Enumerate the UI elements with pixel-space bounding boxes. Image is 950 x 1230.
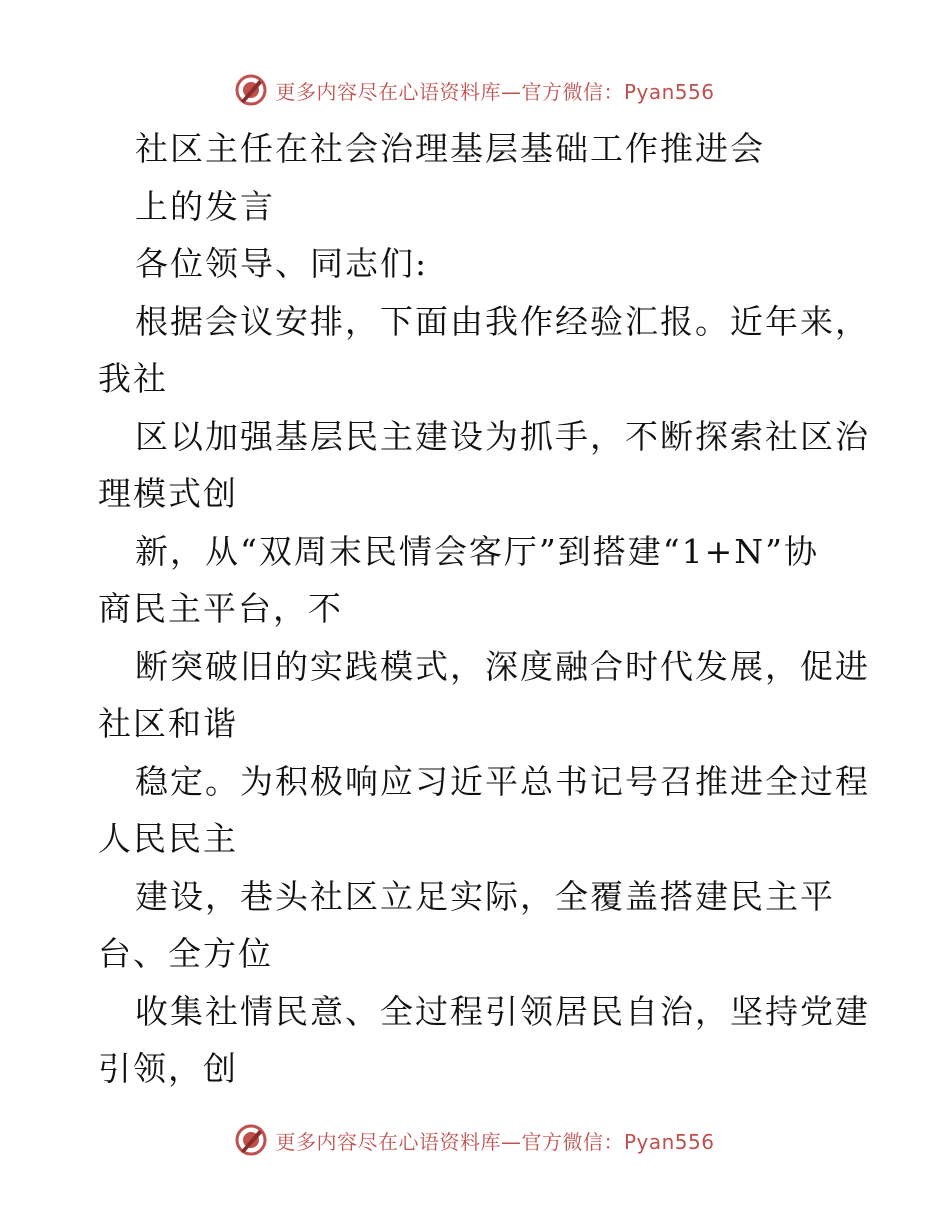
document-text-line: 新，从“双周末民情会客厅”到搭建“1+N”协 [135, 531, 820, 571]
document-text-line: 稳定。为积极响应习近平总书记号召推进全过程 [135, 761, 870, 801]
document-text-line: 人民民主 [98, 819, 238, 858]
document-text-line: 商民主平台，不 [98, 589, 343, 628]
document-text-line: 理模式创 [98, 474, 238, 513]
document-text-line: 各位领导、同志们: [135, 244, 429, 283]
document-text-line: 上的发言 [135, 186, 275, 226]
document-text-line: 社区主任在社会治理基层基础工作推进会 [135, 129, 765, 168]
document-text-line: 我社 [98, 359, 168, 398]
footer-watermark-banner [0, 1120, 950, 1160]
document-text-line: 社区和谐 [98, 704, 238, 743]
document-text-line: 台、全方位 [98, 934, 273, 973]
quill-pen-logo-icon [235, 74, 267, 106]
document-text-line: 区以加强基层民主建设为抓手，不断探索社区治 [135, 416, 870, 456]
header-banner-text: 更多内容尽在心语资料库—官方微信：Pyan556 [275, 79, 715, 104]
document-text-line: 根据会议安排，下面由我作经验汇报。近年来， [135, 301, 870, 341]
document-text-line: 引领，创 [98, 1049, 238, 1088]
document-text-line: 收集社情民意、全过程引领居民自治，坚持党建 [135, 991, 870, 1031]
document-text-line: 建设，巷头社区立足实际，全覆盖搭建民主平 [135, 876, 835, 916]
document-text-line: 断突破旧的实践模式，深度融合时代发展，促进 [135, 646, 870, 686]
quill-pen-logo-icon [235, 1124, 267, 1156]
footer-banner-text: 更多内容尽在心语资料库—官方微信：Pyan556 [275, 1129, 715, 1154]
document-body [98, 120, 870, 1098]
header-watermark-banner [0, 70, 950, 110]
